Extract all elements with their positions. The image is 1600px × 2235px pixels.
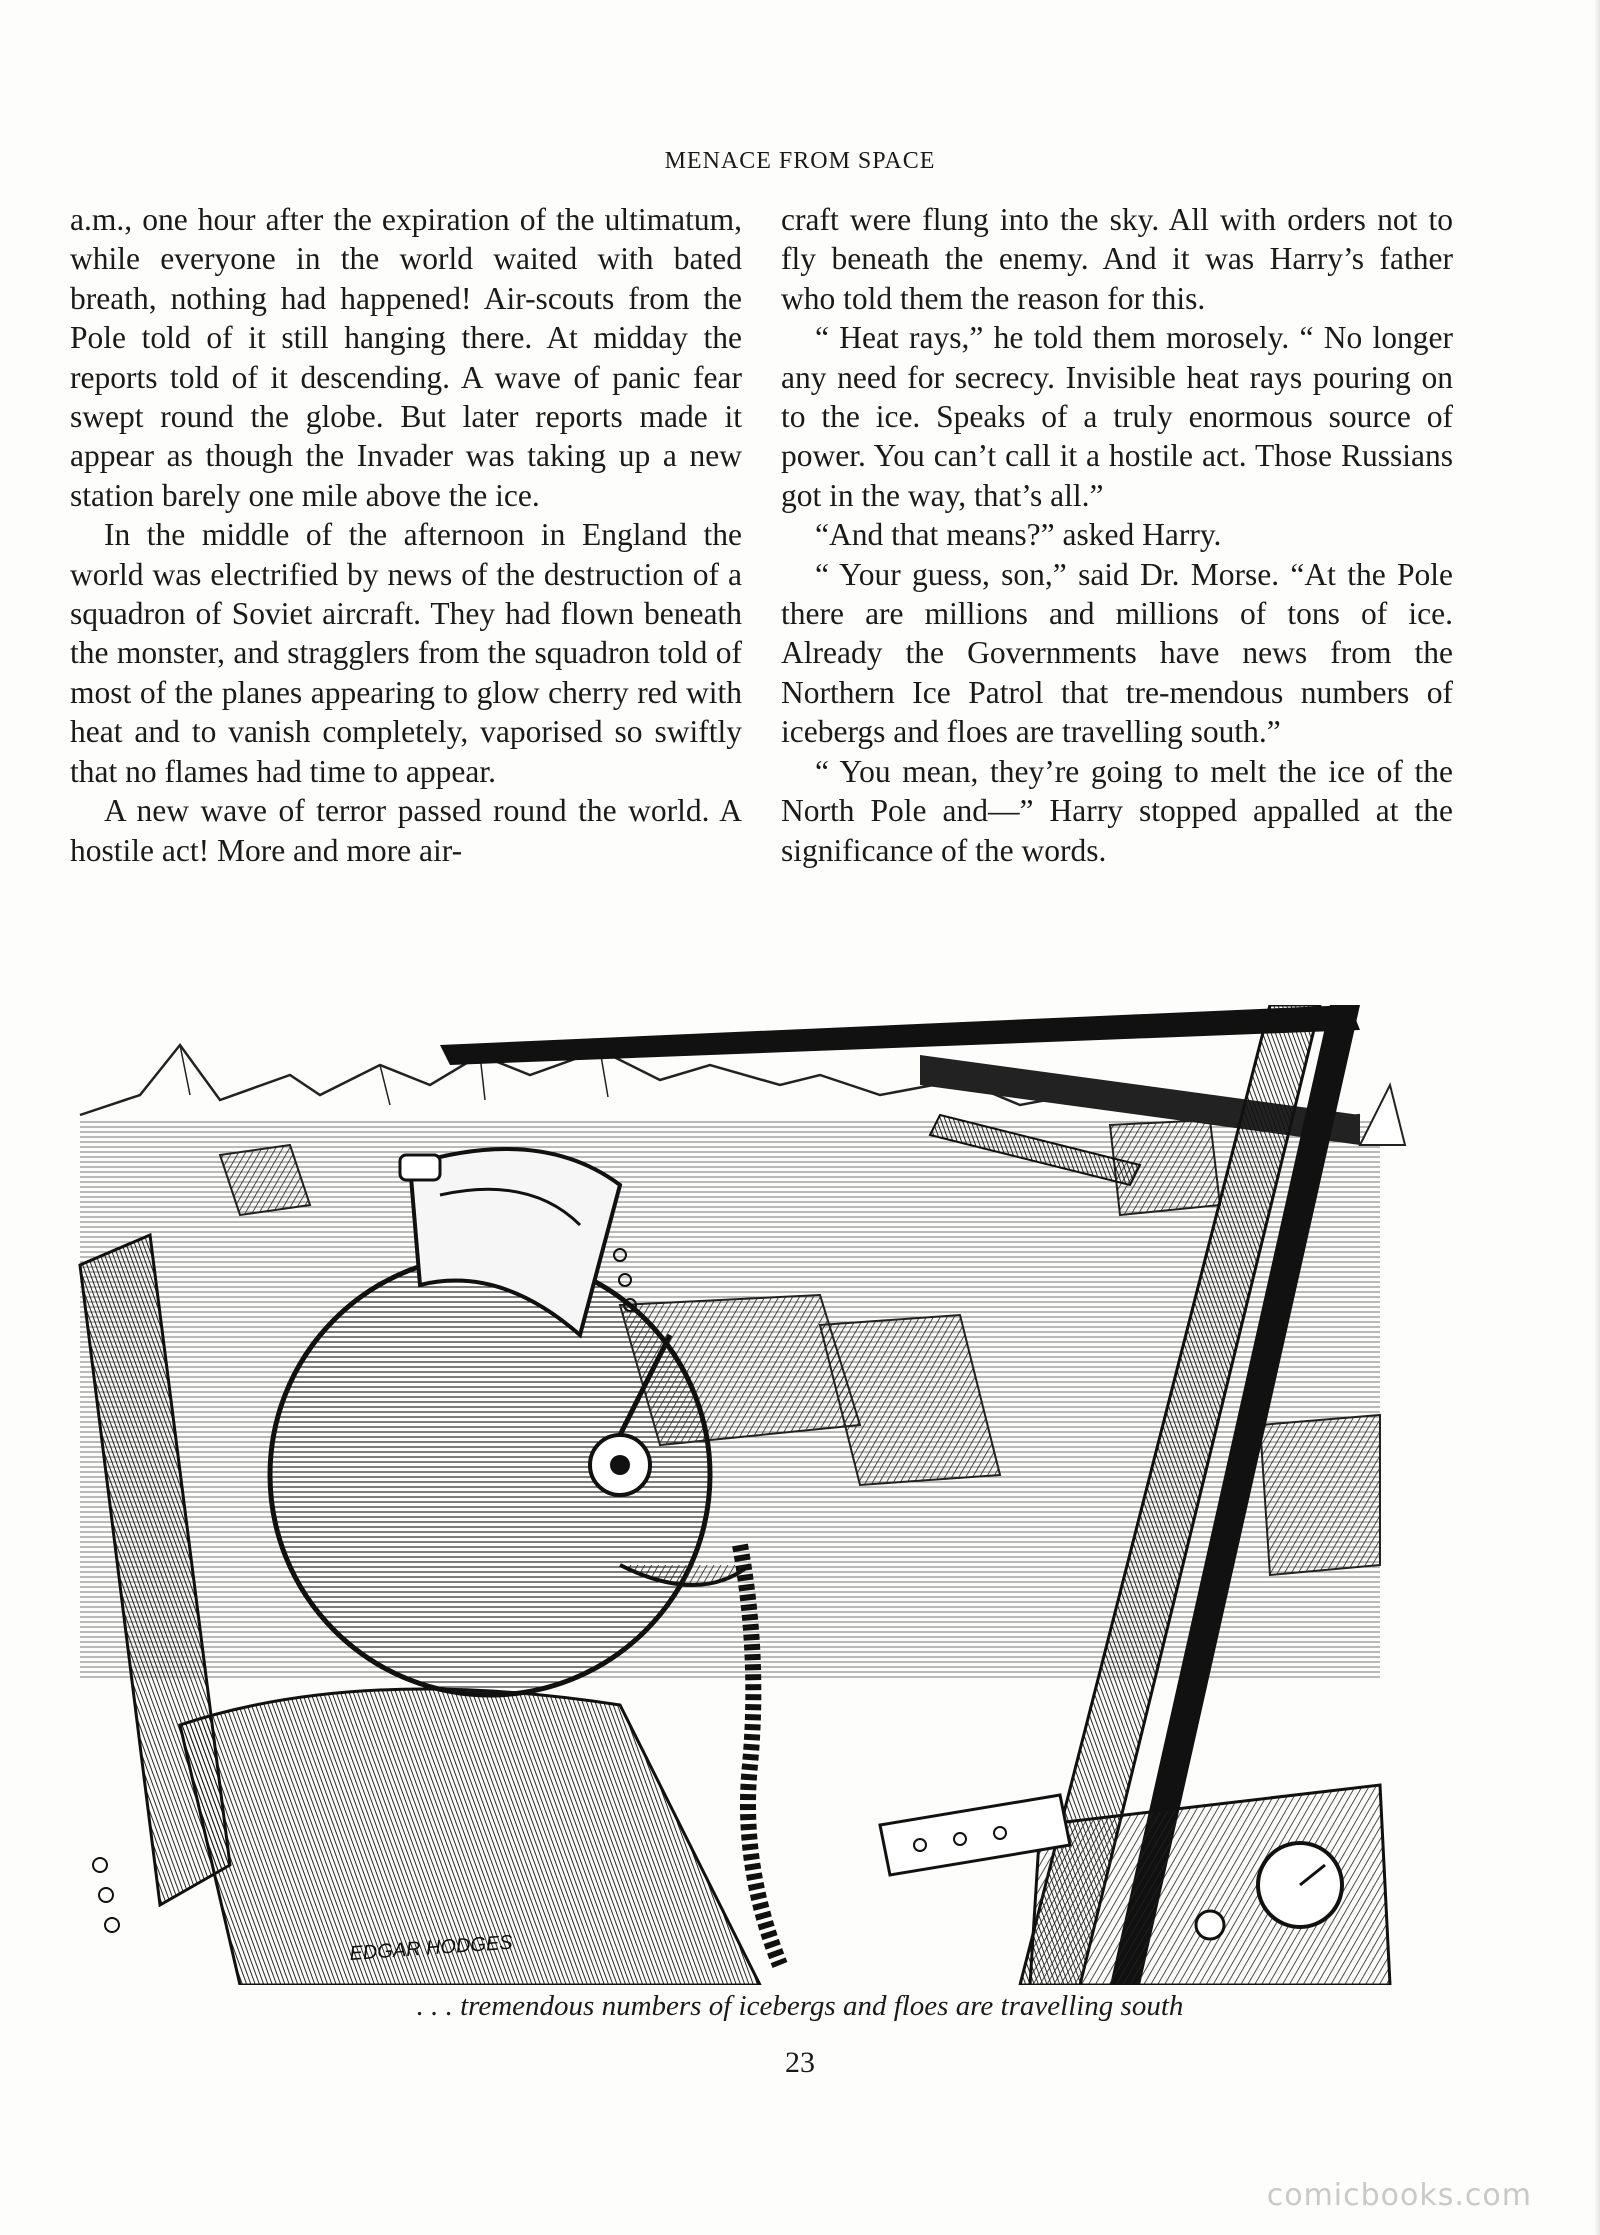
page-edge-shadow <box>1594 0 1600 2235</box>
illustration-caption: . . . tremendous numbers of icebergs and floes are travelling south <box>416 1990 1184 2022</box>
left-paragraph-3: A new wave of terror passed round the world. A hostile act! More and more air- <box>70 793 742 868</box>
right-paragraph-1: craft were flung into the sky. All with orders not to fly beneath the enemy. And it was Harry’s father who told them the reason for this. <box>781 202 1453 316</box>
artist-signature: EDGAR HODGES <box>348 1931 514 1965</box>
right-paragraph-2: “ Heat rays,” he told them morosely. “ No longer any need for secrecy. Invisible heat rays pouring on to the ice. Speaks of a truly enormous source of power. You can’t call it a hostile act. Those Russians got in the way, that’s all.” <box>781 320 1453 513</box>
left-paragraph-2: In the middle of the afternoon in England the world was electrified by news of the destruction of a squadron of Soviet aircraft. They had flown beneath the monster, and stragglers from the squadron told of most of the planes appearing to glow cherry red with heat and to vanish completely, vaporised so swiftly that no flames had time to appear. <box>70 517 742 789</box>
right-paragraph-4: “ Your guess, son,” said Dr. Morse. “At the Pole there are millions and millions of tons of ice. Already the Governments have news from the Northern Ice Patrol that tre-mendous numbers of icebergs and floes are travelling south.” <box>781 556 1453 750</box>
canopy-frame-top <box>440 1005 1360 1065</box>
left-paragraph-1: a.m., one hour after the expiration of the ultimatum, while everyone in the world waited with bated breath, nothing had happened! Air-scouts from the Pole told of it still hanging there. At midday the reports told of it descending. A wave of panic fear swept round the globe. But later reports made it appear as though the Invader was taking up a new station barely one mile above the ice. <box>70 202 742 513</box>
right-paragraph-5: “ You mean, they’re going to melt the ice of the North Pole and—” Harry stopped appalled at the significance of the words. <box>781 753 1453 868</box>
left-column <box>70 200 742 870</box>
cockpit-illustration <box>60 1005 1480 1985</box>
right-column <box>781 200 1453 870</box>
page-number: 23 <box>785 2046 815 2079</box>
watermark: comicbooks.com <box>1266 2178 1532 2213</box>
right-paragraph-3: “And that means?” asked Harry. <box>815 517 1222 553</box>
running-head: MENACE FROM SPACE <box>664 148 936 174</box>
